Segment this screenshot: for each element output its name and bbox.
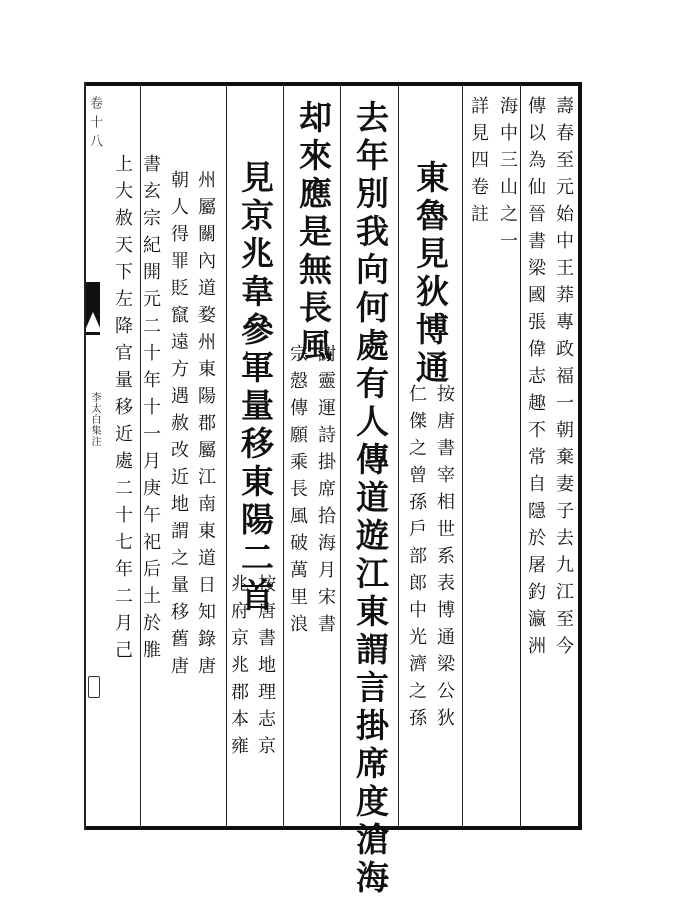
- folio-mark: [88, 676, 100, 698]
- text-column: 書玄宗紀開元二十年十一月庚午祀后土於脽: [140, 154, 161, 667]
- text-column: 傳以為仙晉書梁國張偉志趣不常自隱於屠釣瀛洲: [525, 96, 546, 663]
- column-rule: [283, 86, 284, 826]
- text-column: 壽春至元始中王莽專政福一朝棄妻子去九江至今: [553, 96, 574, 663]
- frame-top-border: [84, 82, 582, 86]
- text-column: 州屬關內道婺州東陽郡屬江南東道日知錄唐: [195, 170, 216, 683]
- text-column: 詳見四卷註: [468, 96, 489, 231]
- annotation-column: 按唐書宰相世系表博通梁公狄: [434, 384, 455, 735]
- column-rule: [226, 86, 227, 826]
- running-head-title: 李太白集注: [89, 392, 100, 447]
- text-column: 朝人得罪貶竄遠方遇赦改近地謂之量移舊唐: [168, 170, 189, 683]
- text-column: 上大赦天下左降官量移近處二十七年二月己: [112, 154, 133, 667]
- text-column: 海中三山之一: [497, 96, 518, 258]
- annotation-column: 兆府京兆郡本雍: [228, 574, 249, 763]
- poem-line: 却來應是無長風: [294, 100, 333, 366]
- center-strip: [86, 86, 100, 826]
- column-rule: [340, 86, 341, 826]
- annotation-column: 仁傑之曾孫戶部郎中光濟之孫: [406, 384, 427, 735]
- fish-tail-icon: [86, 282, 100, 342]
- annotation-column: 按唐書地理志京: [255, 574, 276, 763]
- running-head-volume: 卷十八: [87, 96, 102, 153]
- column-rule: [462, 86, 463, 826]
- frame-right-border: [578, 82, 582, 830]
- poem-title: 見京兆韋參軍量移東陽二首: [236, 160, 275, 616]
- column-rule: [520, 86, 521, 826]
- column-rule: [398, 86, 399, 826]
- annotation-column: 謝靈運詩掛席拾海月宋書: [315, 344, 336, 641]
- frame-bottom-border: [84, 826, 582, 830]
- poem-title: 東魯見狄博通: [411, 160, 450, 388]
- poem-line: 去年別我向何處有人傳道遊江東謂言掛席度滄海: [351, 100, 390, 898]
- annotation-column: 宗慤傳願乘長風破萬里浪: [287, 344, 308, 641]
